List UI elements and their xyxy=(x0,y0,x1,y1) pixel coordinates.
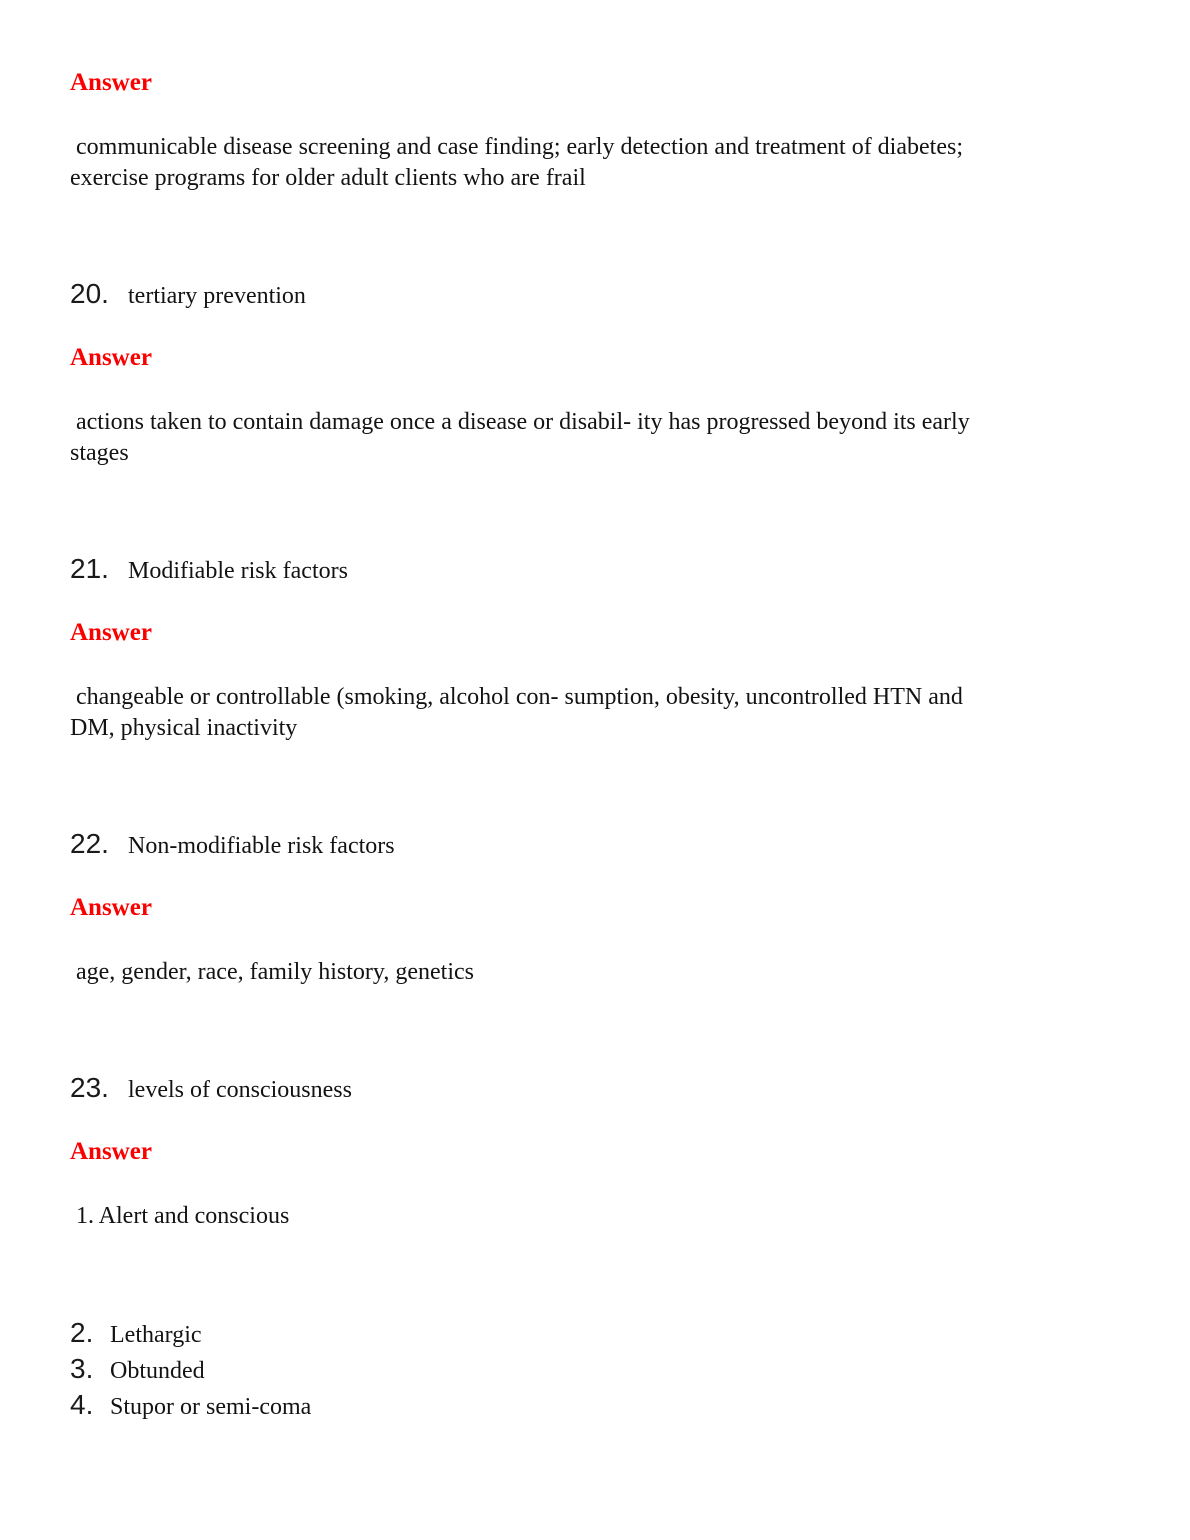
answer-line: actions taken to contain damage once a disease or disabil- ity has progressed beyond its early xyxy=(70,409,970,435)
list-item-number: 2. xyxy=(70,1317,94,1348)
answer-line: exercise programs for older adult clients who are frail xyxy=(70,165,586,191)
question-text: Non-modifiable risk factors xyxy=(128,833,395,859)
answer-line: communicable disease screening and case finding; early detection and treatment of diabetes; xyxy=(70,134,963,160)
answer-line: stages xyxy=(70,440,129,466)
list-item xyxy=(70,1352,1150,1388)
list-item-number: 4. xyxy=(70,1389,94,1420)
qa-section-23 xyxy=(70,1072,1150,1232)
answer-paragraph xyxy=(70,957,1150,988)
answer-paragraph xyxy=(70,1201,1150,1232)
qa-section-21 xyxy=(70,553,1150,744)
answer-heading: Answer xyxy=(70,69,152,96)
list-item-text: Lethargic xyxy=(110,1322,202,1348)
qa-section-top xyxy=(70,70,1150,194)
answer-paragraph xyxy=(70,132,1150,194)
answer-paragraph xyxy=(70,682,1150,744)
answer-line: DM, physical inactivity xyxy=(70,715,298,741)
answer-heading: Answer xyxy=(70,1138,152,1165)
list-item-number: 3. xyxy=(70,1353,94,1384)
qa-section-22 xyxy=(70,828,1150,988)
list-item-text: Stupor or semi-coma xyxy=(110,1394,312,1420)
qa-section-20 xyxy=(70,278,1150,469)
answer-paragraph xyxy=(70,407,1150,469)
question-line xyxy=(70,828,1150,862)
answer-line: 1. Alert and conscious xyxy=(70,1203,290,1229)
answer-heading: Answer xyxy=(70,619,152,646)
list-item xyxy=(70,1316,1150,1352)
answer-heading: Answer xyxy=(70,344,152,371)
list-item xyxy=(70,1388,1150,1424)
answer-heading: Answer xyxy=(70,894,152,921)
answer-line: changeable or controllable (smoking, alcohol con- sumption, obesity, uncontrolled HTN and xyxy=(70,684,963,710)
question-number: 20. xyxy=(70,278,109,309)
question-line xyxy=(70,553,1150,587)
question-text: Modifiable risk factors xyxy=(128,558,348,584)
answer-line: age, gender, race, family history, genetics xyxy=(70,959,474,985)
list-item-text: Obtunded xyxy=(110,1358,205,1384)
question-line xyxy=(70,1072,1150,1106)
question-line xyxy=(70,278,1150,312)
consciousness-levels-list xyxy=(70,1316,1150,1424)
question-text: tertiary prevention xyxy=(128,283,306,309)
question-text: levels of consciousness xyxy=(128,1077,352,1103)
question-number: 22. xyxy=(70,828,109,859)
question-number: 23. xyxy=(70,1072,109,1103)
question-number: 21. xyxy=(70,553,109,584)
